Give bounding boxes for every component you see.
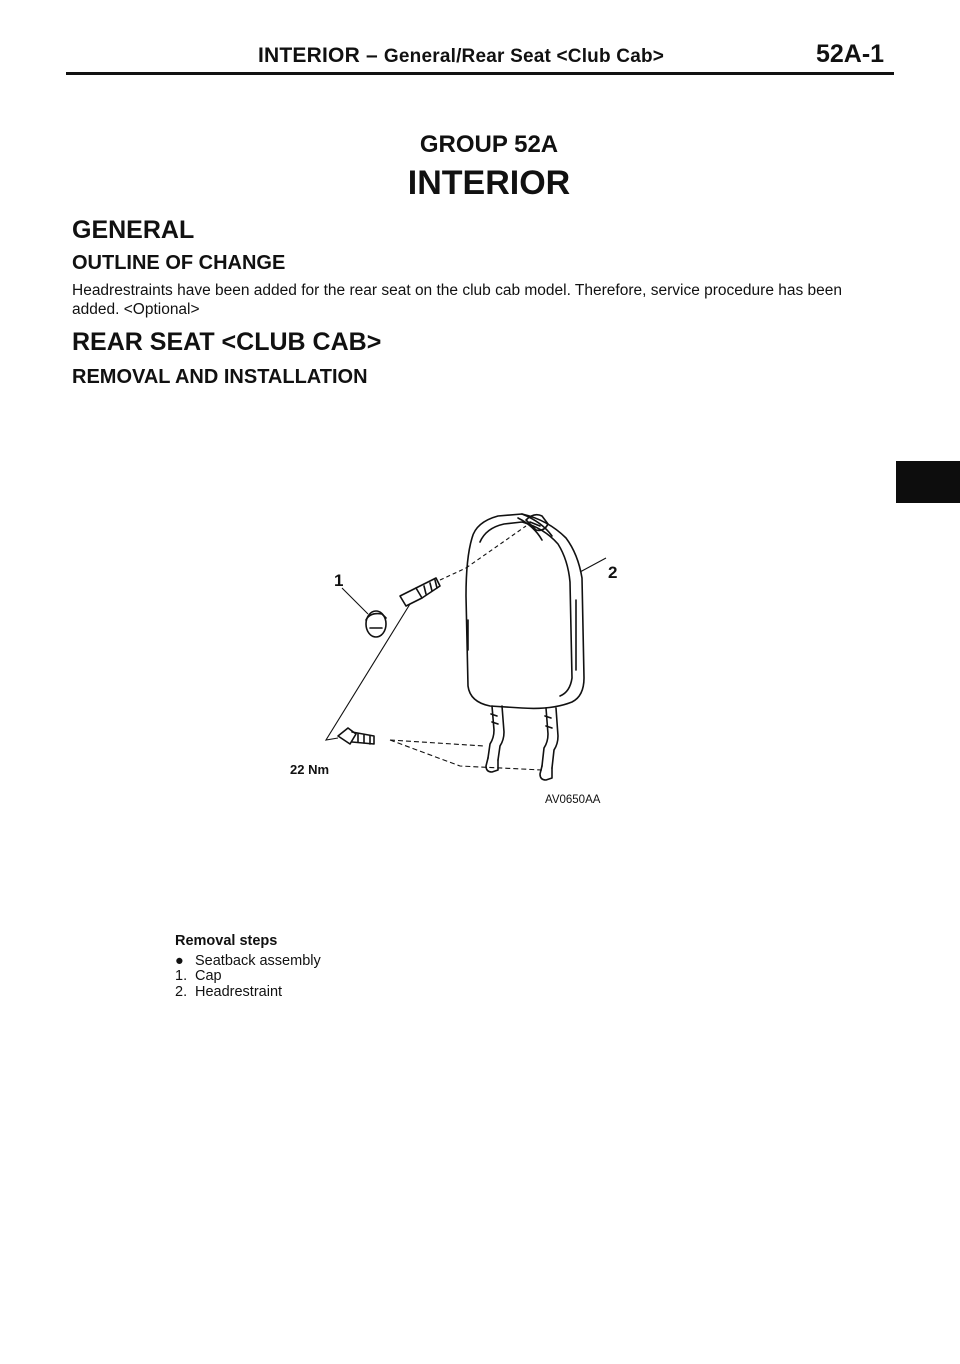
headrestraint-pad xyxy=(466,514,584,708)
subsection-title: REMOVAL AND INSTALLATION xyxy=(72,366,368,388)
bolt-lower xyxy=(338,728,374,744)
header-title-main: INTERIOR – xyxy=(258,44,378,67)
step-marker: 1. xyxy=(175,968,188,984)
leader-2 xyxy=(580,558,606,572)
group-label: GROUP 52A xyxy=(419,131,559,158)
header-rule xyxy=(66,72,894,75)
step-text: Headrestraint xyxy=(195,983,283,1000)
cap-left xyxy=(366,611,386,637)
callout-2: 2 xyxy=(608,563,618,582)
callout-1: 1 xyxy=(334,571,344,590)
leader-bolt-upper xyxy=(440,568,466,580)
removal-steps xyxy=(175,934,321,1000)
leader-bolt-lower xyxy=(390,740,484,746)
bolt-upper xyxy=(400,578,440,606)
step-text: Cap xyxy=(195,968,222,984)
removal-step xyxy=(175,954,321,970)
figure-code: AV0650AA xyxy=(545,794,601,806)
step-text: Seatback assembly xyxy=(195,952,321,969)
leader-1 xyxy=(342,588,368,614)
removal-step xyxy=(175,969,321,985)
step-marker: 2. xyxy=(175,983,188,1000)
removal-step xyxy=(175,985,321,1001)
page-number: 52A-1 xyxy=(816,40,885,68)
header-title xyxy=(258,44,664,68)
outline-paragraph: Headrestraints have been added for the rear seat on the club cab model. Therefore, service procedure has been added. <Optional> xyxy=(72,282,843,318)
section-index-tab xyxy=(896,461,960,503)
headrestraint-diagram xyxy=(290,500,650,820)
leader-torque xyxy=(326,604,410,740)
header-title-sub: General/Rear Seat <Club Cab> xyxy=(383,46,665,67)
section-title: REAR SEAT <CLUB CAB> xyxy=(72,328,382,356)
step-marker: ● xyxy=(175,952,184,969)
general-heading: GENERAL xyxy=(72,216,195,244)
outline-heading: OUTLINE OF CHANGE xyxy=(72,252,286,274)
group-title: INTERIOR xyxy=(407,164,571,202)
removal-steps-heading: Removal steps xyxy=(175,933,278,949)
torque-label: 22 Nm xyxy=(290,762,330,777)
